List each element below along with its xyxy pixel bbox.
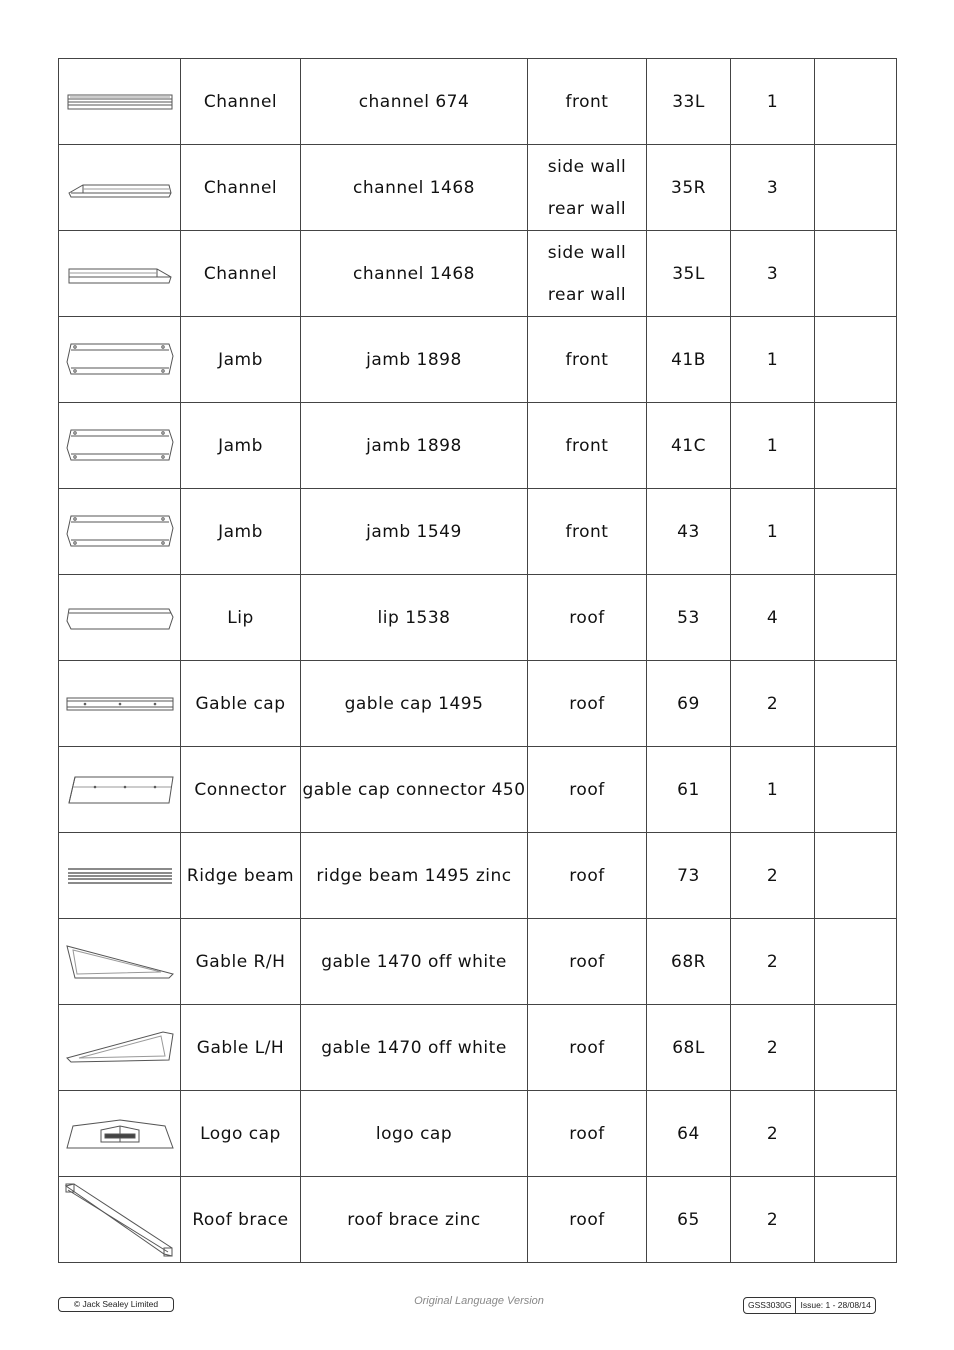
part-location-cell — [528, 489, 647, 575]
part-location-cell — [528, 317, 647, 403]
quantity-cell: 2 — [731, 919, 815, 1005]
part-image-cell — [59, 59, 181, 145]
check-cell — [815, 919, 897, 1005]
check-cell — [815, 1005, 897, 1091]
jamb-icon — [59, 340, 180, 380]
part-description-cell: roof brace zinc — [301, 1177, 528, 1263]
part-number-cell: 35R — [647, 145, 731, 231]
location-line: roof — [569, 1123, 605, 1144]
location-line: side wall — [547, 156, 627, 177]
part-number-cell: 33L — [647, 59, 731, 145]
part-type-cell: Ridge beam — [181, 833, 301, 919]
location-line: roof — [569, 951, 605, 972]
check-cell — [815, 575, 897, 661]
quantity-cell: 4 — [731, 575, 815, 661]
gable-rh-icon — [59, 942, 180, 982]
part-location-cell — [528, 59, 647, 145]
logo-cap-icon — [59, 1116, 180, 1152]
part-description-cell: lip 1538 — [301, 575, 528, 661]
gable-cap-icon — [59, 692, 180, 716]
table-row — [59, 1091, 897, 1177]
part-location-cell — [528, 833, 647, 919]
channel-front-icon — [59, 87, 180, 117]
ridge-beam-icon — [59, 864, 180, 888]
part-number-cell: 68L — [647, 1005, 731, 1091]
jamb-icon — [59, 512, 180, 552]
location-line: roof — [569, 779, 605, 800]
part-image-cell — [59, 833, 181, 919]
quantity-cell: 2 — [731, 833, 815, 919]
location-line: rear wall — [547, 198, 627, 219]
part-image-cell — [59, 1091, 181, 1177]
location-line: roof — [569, 693, 605, 714]
part-description-cell: channel 1468 — [301, 145, 528, 231]
part-image-cell — [59, 145, 181, 231]
part-description-cell: gable cap connector 450 — [301, 747, 528, 833]
part-location-cell — [528, 919, 647, 1005]
location-line: roof — [569, 607, 605, 628]
part-number-cell: 43 — [647, 489, 731, 575]
table-row — [59, 833, 897, 919]
part-location-cell — [528, 1005, 647, 1091]
table-row — [59, 919, 897, 1005]
part-location-cell — [528, 661, 647, 747]
part-image-cell — [59, 575, 181, 661]
part-location-cell — [528, 747, 647, 833]
part-description-cell: logo cap — [301, 1091, 528, 1177]
part-type-cell: Jamb — [181, 317, 301, 403]
part-type-cell: Channel — [181, 145, 301, 231]
location-line: roof — [569, 1209, 605, 1230]
check-cell — [815, 1177, 897, 1263]
part-description-cell: gable cap 1495 — [301, 661, 528, 747]
part-number-cell: 41C — [647, 403, 731, 489]
copyright-label: © Jack Sealey Limited — [58, 1297, 174, 1312]
quantity-cell: 1 — [731, 59, 815, 145]
table-row — [59, 747, 897, 833]
part-type-cell: Lip — [181, 575, 301, 661]
part-type-cell: Logo cap — [181, 1091, 301, 1177]
part-location-cell — [528, 1091, 647, 1177]
check-cell — [815, 1091, 897, 1177]
check-cell — [815, 231, 897, 317]
part-description-cell: gable 1470 off white — [301, 919, 528, 1005]
part-image-cell — [59, 747, 181, 833]
part-location-cell — [528, 575, 647, 661]
gable-lh-icon — [59, 1028, 180, 1068]
check-cell — [815, 489, 897, 575]
location-line: roof — [569, 1037, 605, 1058]
part-location-cell — [528, 403, 647, 489]
location-line: side wall — [547, 242, 627, 263]
quantity-cell: 1 — [731, 489, 815, 575]
table-row — [59, 1177, 897, 1263]
quantity-cell: 2 — [731, 1005, 815, 1091]
table-row — [59, 231, 897, 317]
part-number-cell: 69 — [647, 661, 731, 747]
model-number: GSS3030G — [748, 1300, 792, 1310]
quantity-cell: 2 — [731, 1177, 815, 1263]
part-description-cell: jamb 1549 — [301, 489, 528, 575]
language-note: Original Language Version — [414, 1295, 544, 1307]
table-row — [59, 317, 897, 403]
location-line: front — [565, 521, 609, 542]
part-location-cell — [528, 231, 647, 317]
quantity-cell: 2 — [731, 1091, 815, 1177]
part-number-cell: 73 — [647, 833, 731, 919]
connector-icon — [59, 773, 180, 807]
lip-icon — [59, 603, 180, 633]
location-line: front — [565, 435, 609, 456]
table-row — [59, 661, 897, 747]
part-image-cell — [59, 1005, 181, 1091]
part-type-cell: Roof brace — [181, 1177, 301, 1263]
part-type-cell: Channel — [181, 59, 301, 145]
roof-brace-icon — [59, 1182, 180, 1258]
check-cell — [815, 59, 897, 145]
check-cell — [815, 661, 897, 747]
check-cell — [815, 317, 897, 403]
check-cell — [815, 833, 897, 919]
check-cell — [815, 403, 897, 489]
quantity-cell: 1 — [731, 317, 815, 403]
quantity-cell: 2 — [731, 661, 815, 747]
part-image-cell — [59, 403, 181, 489]
part-image-cell — [59, 1177, 181, 1263]
part-number-cell: 53 — [647, 575, 731, 661]
location-line: front — [565, 349, 609, 370]
part-image-cell — [59, 231, 181, 317]
parts-table — [58, 58, 897, 1263]
part-description-cell: ridge beam 1495 zinc — [301, 833, 528, 919]
part-image-cell — [59, 661, 181, 747]
part-type-cell: Channel — [181, 231, 301, 317]
quantity-cell: 1 — [731, 403, 815, 489]
part-image-cell — [59, 919, 181, 1005]
part-type-cell: Gable L/H — [181, 1005, 301, 1091]
part-description-cell: jamb 1898 — [301, 317, 528, 403]
table-row — [59, 1005, 897, 1091]
part-image-cell — [59, 317, 181, 403]
table-row — [59, 575, 897, 661]
location-line: rear wall — [547, 284, 627, 305]
part-description-cell: jamb 1898 — [301, 403, 528, 489]
location-line: front — [565, 91, 609, 112]
part-description-cell: gable 1470 off white — [301, 1005, 528, 1091]
table-row — [59, 489, 897, 575]
part-type-cell: Gable cap — [181, 661, 301, 747]
model-issue-badge — [743, 1297, 876, 1314]
channel-left-icon — [59, 259, 180, 289]
check-cell — [815, 747, 897, 833]
part-number-cell: 65 — [647, 1177, 731, 1263]
part-number-cell: 68R — [647, 919, 731, 1005]
jamb-icon — [59, 426, 180, 466]
issue-date: Issue: 1 - 28/08/14 — [800, 1300, 871, 1310]
part-number-cell: 41B — [647, 317, 731, 403]
part-type-cell: Connector — [181, 747, 301, 833]
table-row — [59, 403, 897, 489]
check-cell — [815, 145, 897, 231]
part-location-cell — [528, 145, 647, 231]
table-row — [59, 59, 897, 145]
quantity-cell: 3 — [731, 231, 815, 317]
part-description-cell: channel 1468 — [301, 231, 528, 317]
quantity-cell: 1 — [731, 747, 815, 833]
quantity-cell: 3 — [731, 145, 815, 231]
part-number-cell: 61 — [647, 747, 731, 833]
part-number-cell: 64 — [647, 1091, 731, 1177]
location-line: roof — [569, 865, 605, 886]
part-type-cell: Jamb — [181, 489, 301, 575]
part-number-cell: 35L — [647, 231, 731, 317]
part-type-cell: Jamb — [181, 403, 301, 489]
part-description-cell: channel 674 — [301, 59, 528, 145]
part-image-cell — [59, 489, 181, 575]
part-type-cell: Gable R/H — [181, 919, 301, 1005]
channel-right-icon — [59, 173, 180, 203]
table-row — [59, 145, 897, 231]
part-location-cell — [528, 1177, 647, 1263]
